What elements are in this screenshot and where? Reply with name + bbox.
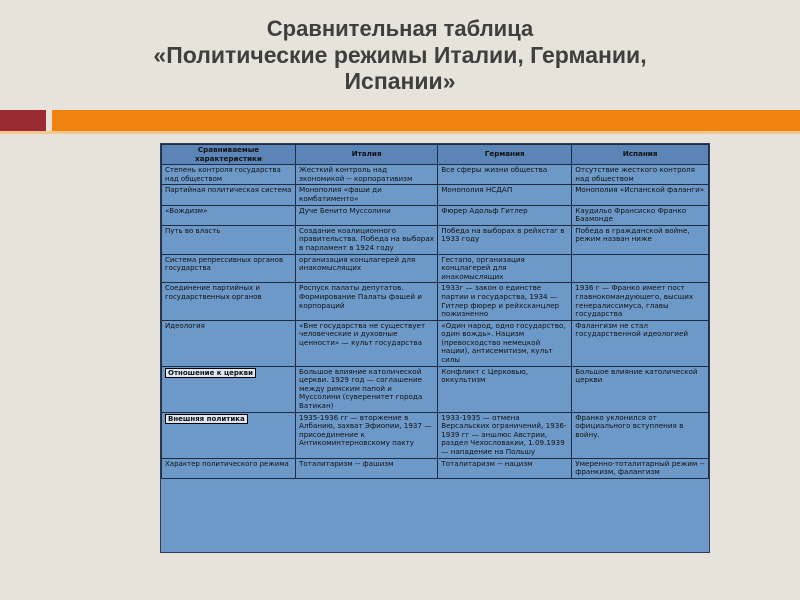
table-header-row (162, 145, 709, 165)
cell-spain: Большое влияние католической церкви (572, 366, 709, 412)
cell-spain: Каудильо Франсиско Франко Баамонде (572, 205, 709, 225)
table-row (162, 320, 709, 366)
header-characteristics: Сравниваемые характеристики (162, 145, 296, 165)
cell-italy: Монополия «фаши ди комбатименто» (296, 185, 438, 205)
row-category-cell (162, 366, 296, 412)
table-row (162, 185, 709, 205)
cell-spain: Отсутствие жесткого контроля над обществом (572, 165, 709, 185)
decor-band-line (0, 131, 800, 134)
row-category: Степень контроля государства над обществом (162, 165, 296, 185)
comparison-table (161, 144, 709, 479)
cell-spain: Франко уклонился от официального вступления в войну. (572, 412, 709, 458)
table-row (162, 254, 709, 283)
decor-band-orange (52, 110, 800, 132)
table-row (162, 366, 709, 412)
cell-spain: Фалангизм не стал государственной идеологией (572, 320, 709, 366)
slide-title-area (0, 0, 800, 108)
row-category: Система репрессивных органов государства (162, 254, 296, 283)
cell-germany: «Один народ, одно государство, один вождь». Нацизм (превосходство немецкой нации), антисемитизм, культ силы (438, 320, 572, 366)
cell-italy: организация концлагерей для инакомыслящих (296, 254, 438, 283)
decor-band-red (0, 110, 46, 132)
cell-germany: Монополия НСДАП (438, 185, 572, 205)
comparison-table-container (160, 143, 710, 553)
cell-spain (572, 254, 709, 283)
header-italy: Италия (296, 145, 438, 165)
header-spain: Испания (572, 145, 709, 165)
cell-italy: Роспуск палаты депутатов. Формирование Палаты фашей и корпораций (296, 283, 438, 320)
table-row (162, 205, 709, 225)
row-category: «Вождизм» (162, 205, 296, 225)
cell-italy: 1935-1936 гг — вторжение в Албанию, захват Эфиопии, 1937 — присоединение к Антикоминтерновскому пакту (296, 412, 438, 458)
cell-italy: Создание коалиционного правительства. Победа на выборах в парламент в 1924 году (296, 225, 438, 254)
row-category-cell (162, 412, 296, 458)
row-category: Внешняя политика (165, 414, 248, 425)
cell-germany: Гестапо, организация концлагерей для инакомыслящих (438, 254, 572, 283)
cell-italy: «Вне государства не существует человеческие и духовные ценности» — культ государства (296, 320, 438, 366)
cell-italy: Дуче Бенито Муссолини (296, 205, 438, 225)
slide-title (0, 16, 800, 94)
table-row (162, 458, 709, 478)
title-line-2: «Политические режимы Италии, Германии, (153, 42, 647, 68)
table-row (162, 165, 709, 185)
cell-germany: Тоталитаризм -- нацизм (438, 458, 572, 478)
cell-spain: Победа в гражданской войне, режим назван ниже (572, 225, 709, 254)
cell-italy: Тоталитаризм -- фашизм (296, 458, 438, 478)
row-category: Характер политического режима (162, 458, 296, 478)
cell-germany: Все сферы жизни общества (438, 165, 572, 185)
cell-germany: 1933-1935 — отмена Версальских ограничений, 1936-1939 гг — аншлюс Австрии, раздел Чехословакии, 1.09.1939 — нападение на Польшу (438, 412, 572, 458)
row-category: Идеология (162, 320, 296, 366)
table-row (162, 412, 709, 458)
cell-germany: Конфликт с Церковью, оккультизм (438, 366, 572, 412)
table-row (162, 225, 709, 254)
row-category: Соединение партийных и государственных органов (162, 283, 296, 320)
header-germany: Германия (438, 145, 572, 165)
title-line-3: Испании» (344, 68, 456, 94)
cell-spain: 1936 г — Франко имеет пост главнокомандующего, высших генералиссимуса, главы государства (572, 283, 709, 320)
cell-spain: Монополия «Испанской фаланги» (572, 185, 709, 205)
cell-italy: Большое влияние католической церкви. 1929 год — соглашение между римским папой и Муссолини (суверенитет города Ватикан) (296, 366, 438, 412)
title-line-1: Сравнительная таблица (266, 16, 534, 41)
row-category: Путь во власть (162, 225, 296, 254)
table-row (162, 283, 709, 320)
cell-spain: Умеренно-тоталитарный режим -- франкизм, фалангизм (572, 458, 709, 478)
cell-germany: Фюрер Адольф Гитлер (438, 205, 572, 225)
row-category: Партийная политическая система (162, 185, 296, 205)
cell-germany: 1933г — закон о единстве партии и государства, 1934 — Гитлер фюрер и рейхсканцлер пожизненно (438, 283, 572, 320)
cell-germany: Победа на выборах в рейхстаг в 1933 году (438, 225, 572, 254)
cell-italy: Жесткий контроль над экономикой -- корпоративизм (296, 165, 438, 185)
row-category: Отношение к церкви (165, 368, 256, 379)
